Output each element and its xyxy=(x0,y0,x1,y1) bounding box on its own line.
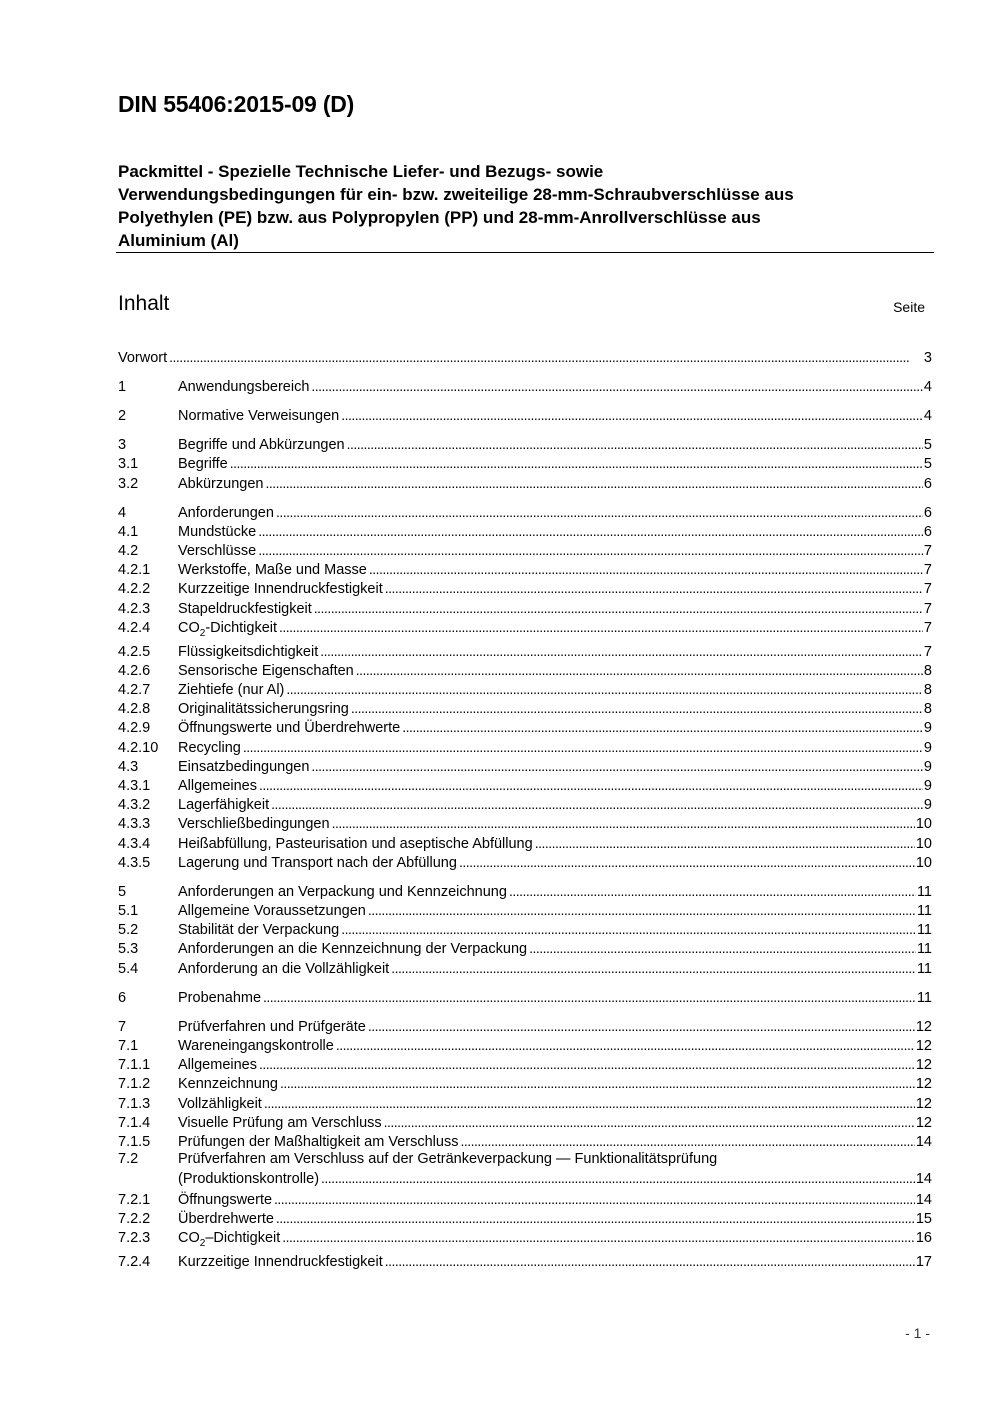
toc-entry-title: Lagerung und Transport nach der Abfüllung xyxy=(178,855,457,871)
toc-entry-page: 12 xyxy=(915,1076,932,1092)
toc-entry-title-part: –Dichtigkeit xyxy=(205,1230,281,1246)
toc-entry-title: Lagerfähigkeit xyxy=(178,797,270,813)
toc-leader-dots xyxy=(276,502,923,522)
toc-entry[interactable] xyxy=(118,1131,932,1151)
toc-leader-dots xyxy=(311,376,923,396)
toc-entry-number: 4.3.2 xyxy=(118,797,151,813)
toc-entry[interactable] xyxy=(118,1189,932,1209)
toc-leader-dots xyxy=(529,938,916,958)
toc-entry-page: 9 xyxy=(923,797,932,813)
toc-entry[interactable] xyxy=(118,521,932,541)
toc-leader-dots xyxy=(314,598,923,618)
toc-entry[interactable] xyxy=(118,919,932,939)
toc-entry-title: Öffnungswerte und Überdrehwerte xyxy=(178,720,401,736)
toc-entry-title: Begriffe xyxy=(178,456,228,472)
toc-entry-title: Ziehtiefe (nur Al) xyxy=(178,682,285,698)
toc-leader-dots xyxy=(535,833,915,853)
toc-entry-title: Originalitätssicherungsring xyxy=(178,701,349,717)
toc-entry-number: 4.2.2 xyxy=(118,581,151,597)
toc-entry-number: 6 xyxy=(118,990,127,1006)
toc-entry-page: 7 xyxy=(923,543,932,559)
toc-entry-page: 15 xyxy=(915,1211,932,1227)
toc-entry-page: 8 xyxy=(923,701,932,717)
toc-entry-number: 4.2.3 xyxy=(118,601,151,617)
title-line: Verwendungsbedingungen für ein- bzw. zweiteilige 28-mm-Schraubverschlüsse aus xyxy=(118,185,794,204)
toc-entry-title-part: CO xyxy=(178,620,200,636)
toc-leader-dots xyxy=(259,1054,915,1074)
toc-entry-title: Stapeldruckfestigkeit xyxy=(178,601,312,617)
toc-leader-dots xyxy=(265,473,922,493)
toc-leader-dots xyxy=(274,1189,915,1209)
toc-leader-dots xyxy=(286,679,923,699)
toc-entry-title: Überdrehwerte xyxy=(178,1211,274,1227)
toc-entry-page: 3 xyxy=(923,350,932,366)
toc-entry[interactable] xyxy=(118,1073,932,1093)
toc-leader-dots xyxy=(391,958,916,978)
toc-entry-page: 14 xyxy=(915,1171,932,1187)
toc-entry[interactable] xyxy=(118,405,932,425)
toc-entry-page: 6 xyxy=(923,476,932,492)
toc-entry[interactable] xyxy=(118,660,932,680)
toc-leader-dots xyxy=(369,559,923,579)
toc-entry-page: 7 xyxy=(923,601,932,617)
toc-entry-number: 4.1 xyxy=(118,524,139,540)
toc-entry-number: 7.1.1 xyxy=(118,1057,151,1073)
toc-entry-page: 9 xyxy=(923,720,932,736)
toc-entry-page: 5 xyxy=(923,437,932,453)
toc-entry-number: 4.3.1 xyxy=(118,778,151,794)
toc-entry[interactable] xyxy=(118,698,932,718)
toc-leader-dots xyxy=(385,578,923,598)
toc-leader-dots xyxy=(341,405,923,425)
toc-leader-dots xyxy=(263,987,916,1007)
toc-entry-page: 8 xyxy=(923,663,932,679)
toc-entry-title: Stabilität der Verpackung xyxy=(178,922,340,938)
toc-entry-title: Probenahme xyxy=(178,990,262,1006)
toc-entry-title: Kennzeichnung xyxy=(178,1076,278,1092)
toc-leader-dots xyxy=(169,347,923,367)
toc-leader-dots xyxy=(368,1016,915,1036)
toc-entry[interactable] xyxy=(118,1054,932,1074)
toc-leader-dots xyxy=(264,1093,915,1113)
toc-leader-dots xyxy=(336,1035,915,1055)
toc-entry-number: 7 xyxy=(118,1019,127,1035)
toc-entry-title: Normative Verweisungen xyxy=(178,408,340,424)
toc-entry-page: 11 xyxy=(916,941,932,957)
toc-entry-page: 11 xyxy=(916,961,932,977)
toc-entry[interactable] xyxy=(118,794,932,814)
toc-entry-page: 5 xyxy=(923,456,932,472)
toc-entry-page: 11 xyxy=(916,990,932,1006)
toc-entry-page: 11 xyxy=(916,884,932,900)
toc-entry-page: 9 xyxy=(923,740,932,756)
toc-leader-dots xyxy=(509,881,916,901)
toc-entry[interactable] xyxy=(118,833,932,853)
toc-leader-dots xyxy=(311,756,923,776)
toc-entry-page: 10 xyxy=(915,855,932,871)
toc-leader-dots xyxy=(347,434,923,454)
toc-leader-dots xyxy=(356,660,923,680)
title-divider xyxy=(116,252,934,253)
toc-heading: Inhalt xyxy=(118,292,170,315)
toc-entry-number: 7.1.4 xyxy=(118,1115,151,1131)
toc-entry[interactable] xyxy=(118,1035,932,1055)
toc-leader-dots xyxy=(368,900,916,920)
toc-entry[interactable] xyxy=(118,987,932,1007)
toc-entry-number: 4.2.5 xyxy=(118,644,151,660)
toc-entry-number: 7.2.1 xyxy=(118,1192,151,1208)
toc-entry-title: Recycling xyxy=(178,740,241,756)
toc-entry-title: Werkstoffe, Maße und Masse xyxy=(178,562,367,578)
toc-entry-number: 2 xyxy=(118,408,127,424)
toc-entry-title: Anforderungen an Verpackung und Kennzeichnung xyxy=(178,884,507,900)
toc-entry-page: 12 xyxy=(915,1096,932,1112)
page-number: - 1 - xyxy=(905,1325,930,1341)
toc-entry-title: Vollzähligkeit xyxy=(178,1096,262,1112)
toc-entry-title: Anforderung an die Vollzähligkeit xyxy=(178,961,390,977)
toc-entry[interactable] xyxy=(118,1227,932,1247)
toc-entry-page: 6 xyxy=(923,505,932,521)
toc-entry-page: 14 xyxy=(915,1134,932,1150)
toc-entry-title: Kurzzeitige Innendruckfestigkeit xyxy=(178,1254,383,1270)
toc-entry-title: Abkürzungen xyxy=(178,476,264,492)
toc-entry-number: 4.2 xyxy=(118,543,139,559)
toc-leader-dots xyxy=(385,1251,915,1271)
document-id: DIN 55406:2015-09 (D) xyxy=(118,91,355,117)
title-line: Aluminium (Al) xyxy=(118,231,239,250)
toc-entry-number: 7.2 xyxy=(118,1151,139,1167)
toc-entry[interactable] xyxy=(118,813,932,833)
toc-entry-title: Öffnungswerte xyxy=(178,1192,273,1208)
document-title xyxy=(118,160,933,252)
toc-entry[interactable] xyxy=(118,1016,932,1036)
toc-entry-number: 5.2 xyxy=(118,922,139,938)
toc-entry[interactable] xyxy=(118,376,932,396)
toc-leader-dots xyxy=(271,794,923,814)
toc-leader-dots xyxy=(230,453,923,473)
toc-entry-page: 9 xyxy=(923,759,932,775)
toc-entry[interactable] xyxy=(118,347,932,367)
toc-entry[interactable] xyxy=(118,434,932,454)
toc-entry[interactable] xyxy=(118,617,932,637)
toc-entry[interactable] xyxy=(118,598,932,618)
toc-leader-dots xyxy=(341,919,916,939)
toc-entry-title: (Produktionskontrolle) xyxy=(178,1171,320,1187)
toc-entry-page: 11 xyxy=(916,903,932,919)
toc-entry-number: 3.2 xyxy=(118,476,139,492)
toc-entry-page: 7 xyxy=(923,644,932,660)
toc-entry[interactable] xyxy=(118,453,932,473)
toc-entry[interactable] xyxy=(118,1112,932,1132)
toc-entry-number: 4 xyxy=(118,505,127,521)
toc-entry-title-part: CO xyxy=(178,1230,200,1246)
toc-entry-page: 16 xyxy=(915,1230,932,1246)
toc-leader-dots xyxy=(258,540,923,560)
toc-entry[interactable] xyxy=(118,1251,932,1271)
toc-entry-title: Anforderungen xyxy=(178,505,274,521)
toc-entry[interactable] xyxy=(118,775,932,795)
toc-entry-title: Heißabfüllung, Pasteurisation und aseptische Abfüllung xyxy=(178,836,533,852)
toc-leader-dots xyxy=(384,1112,915,1132)
toc-entry-number: 4.3.5 xyxy=(118,855,151,871)
toc-entry-number: 4.3 xyxy=(118,759,139,775)
toc-entry-title: Allgemeine Voraussetzungen xyxy=(178,903,366,919)
toc-leader-dots xyxy=(321,1169,915,1188)
toc-entry-number: 4.2.6 xyxy=(118,663,151,679)
toc-entry-page: 7 xyxy=(923,620,932,636)
toc-entry-number: 7.2.2 xyxy=(118,1211,151,1227)
title-line: Packmittel - Spezielle Technische Liefer- und Bezugs- sowie xyxy=(118,162,604,181)
toc-entry-title: Prüfungen der Maßhaltigkeit am Verschluss xyxy=(178,1134,459,1150)
toc-entry-number: 7.2.3 xyxy=(118,1230,151,1246)
toc-entry-number: 7.2.4 xyxy=(118,1254,151,1270)
toc-entry-page: 8 xyxy=(923,682,932,698)
toc-entry-number: 4.2.9 xyxy=(118,720,151,736)
title-line: Polyethylen (PE) bzw. aus Polypropylen (PP) und 28-mm-Anrollverschlüsse aus xyxy=(118,208,761,227)
toc-entry[interactable] xyxy=(118,578,932,598)
toc-entry-title: Verschlüsse xyxy=(178,543,257,559)
toc-entry-title: Anforderungen an die Kennzeichnung der Verpackung xyxy=(178,941,528,957)
toc-entry-number: 7.1 xyxy=(118,1038,139,1054)
toc-entry-page: 11 xyxy=(916,922,932,938)
toc-entry-title: Anwendungsbereich xyxy=(178,379,310,395)
toc-entry-page: 4 xyxy=(923,379,932,395)
toc-leader-dots xyxy=(460,1131,914,1151)
toc-entry-page: 6 xyxy=(923,524,932,540)
toc-entry-page: 12 xyxy=(915,1019,932,1035)
toc-entry-page: 12 xyxy=(915,1115,932,1131)
toc-entry[interactable] xyxy=(118,717,932,737)
toc-entry-number: 3 xyxy=(118,437,127,453)
toc-entry-subscript: 2 xyxy=(199,628,206,639)
toc-entry-title: Prüfverfahren am Verschluss auf der Getränkeverpackung — Funktionalitätsprüfung xyxy=(178,1151,718,1167)
toc-entry-number: 4.2.8 xyxy=(118,701,151,717)
toc-entry-number: 5.4 xyxy=(118,961,139,977)
toc-entry-title: Sensorische Eigenschaften xyxy=(178,663,354,679)
toc-entry-title: Verschließbedingungen xyxy=(178,816,330,832)
toc-entry[interactable] xyxy=(118,900,932,920)
toc-entry-number: 1 xyxy=(118,379,127,395)
toc-entry-page: 7 xyxy=(923,562,932,578)
toc-entry-number: 4.2.7 xyxy=(118,682,151,698)
toc-leader-dots xyxy=(259,775,923,795)
toc-leader-dots xyxy=(282,1227,915,1247)
toc-entry-title: Flüssigkeitsdichtigkeit xyxy=(178,644,319,660)
toc-entry-number: 4.2.4 xyxy=(118,620,151,636)
toc-entry[interactable] xyxy=(118,679,932,699)
toc-entry-page: 14 xyxy=(915,1192,932,1208)
toc-leader-dots xyxy=(351,698,923,718)
toc-entry[interactable] xyxy=(118,1093,932,1113)
toc-entry-page: 12 xyxy=(915,1038,932,1054)
toc-entry[interactable] xyxy=(118,756,932,776)
toc-page-label: Seite xyxy=(893,299,925,315)
toc-leader-dots xyxy=(280,1073,915,1093)
toc-entry-number: 4.2.1 xyxy=(118,562,151,578)
toc-entry-number: 5.1 xyxy=(118,903,139,919)
toc-entry-number: 7.1.2 xyxy=(118,1076,151,1092)
toc-leader-dots xyxy=(258,521,923,541)
toc-entry-title: Allgemeines xyxy=(178,1057,257,1073)
toc-leader-dots xyxy=(279,617,923,637)
toc-entry[interactable] xyxy=(118,737,932,757)
toc-entry-title: Prüfverfahren und Prüfgeräte xyxy=(178,1019,366,1035)
toc-entry-page: 17 xyxy=(915,1254,932,1270)
toc-leader-dots xyxy=(320,641,923,661)
toc-entry-number: 7.1.5 xyxy=(118,1134,151,1150)
toc-entry-subscript: 2 xyxy=(199,1238,206,1249)
toc-entry[interactable] xyxy=(118,1150,932,1189)
toc-entry-title: Einsatzbedingungen xyxy=(178,759,310,775)
toc-entry[interactable] xyxy=(118,881,932,901)
toc-entry[interactable] xyxy=(118,1208,932,1228)
toc-entry-number: 3.1 xyxy=(118,456,139,472)
toc-entry[interactable] xyxy=(118,938,932,958)
toc-entry-number: 7.1.3 xyxy=(118,1096,151,1112)
toc-leader-dots xyxy=(243,737,923,757)
toc-entry-page: 12 xyxy=(915,1057,932,1073)
toc-leader-dots xyxy=(276,1208,915,1228)
toc-entry[interactable] xyxy=(118,559,932,579)
toc-leader-dots xyxy=(332,813,915,833)
toc-entry-title: Visuelle Prüfung am Verschluss xyxy=(178,1115,382,1131)
toc-entry-title-part: -Dichtigkeit xyxy=(205,620,278,636)
toc-entry-page: 4 xyxy=(923,408,932,424)
toc-entry-title: Kurzzeitige Innendruckfestigkeit xyxy=(178,581,383,597)
toc-leader-dots xyxy=(459,852,915,872)
toc-entry[interactable] xyxy=(118,852,932,872)
toc-entry[interactable] xyxy=(118,473,932,493)
toc-entry[interactable] xyxy=(118,502,932,522)
toc-leader-dots xyxy=(402,717,923,737)
toc-entry-page: 9 xyxy=(923,778,932,794)
toc-entry-title: Vorwort xyxy=(118,350,168,366)
toc-entry-page: 7 xyxy=(923,581,932,597)
toc-entry[interactable] xyxy=(118,540,932,560)
toc-entry-number: 4.3.3 xyxy=(118,816,151,832)
toc-entry-page: 10 xyxy=(915,816,932,832)
toc-entry-page: 10 xyxy=(915,836,932,852)
toc-entry-title: Mundstücke xyxy=(178,524,257,540)
toc-entry-number: 5 xyxy=(118,884,127,900)
toc-entry[interactable] xyxy=(118,958,932,978)
toc-entry-title: Begriffe und Abkürzungen xyxy=(178,437,345,453)
toc-entry-title: Allgemeines xyxy=(178,778,257,794)
toc-entry-title: Wareneingangskontrolle xyxy=(178,1038,334,1054)
toc-entry-number: 5.3 xyxy=(118,941,139,957)
toc-entry-number: 4.2.10 xyxy=(118,740,159,756)
toc-entry[interactable] xyxy=(118,641,932,661)
toc-entry-number: 4.3.4 xyxy=(118,836,151,852)
